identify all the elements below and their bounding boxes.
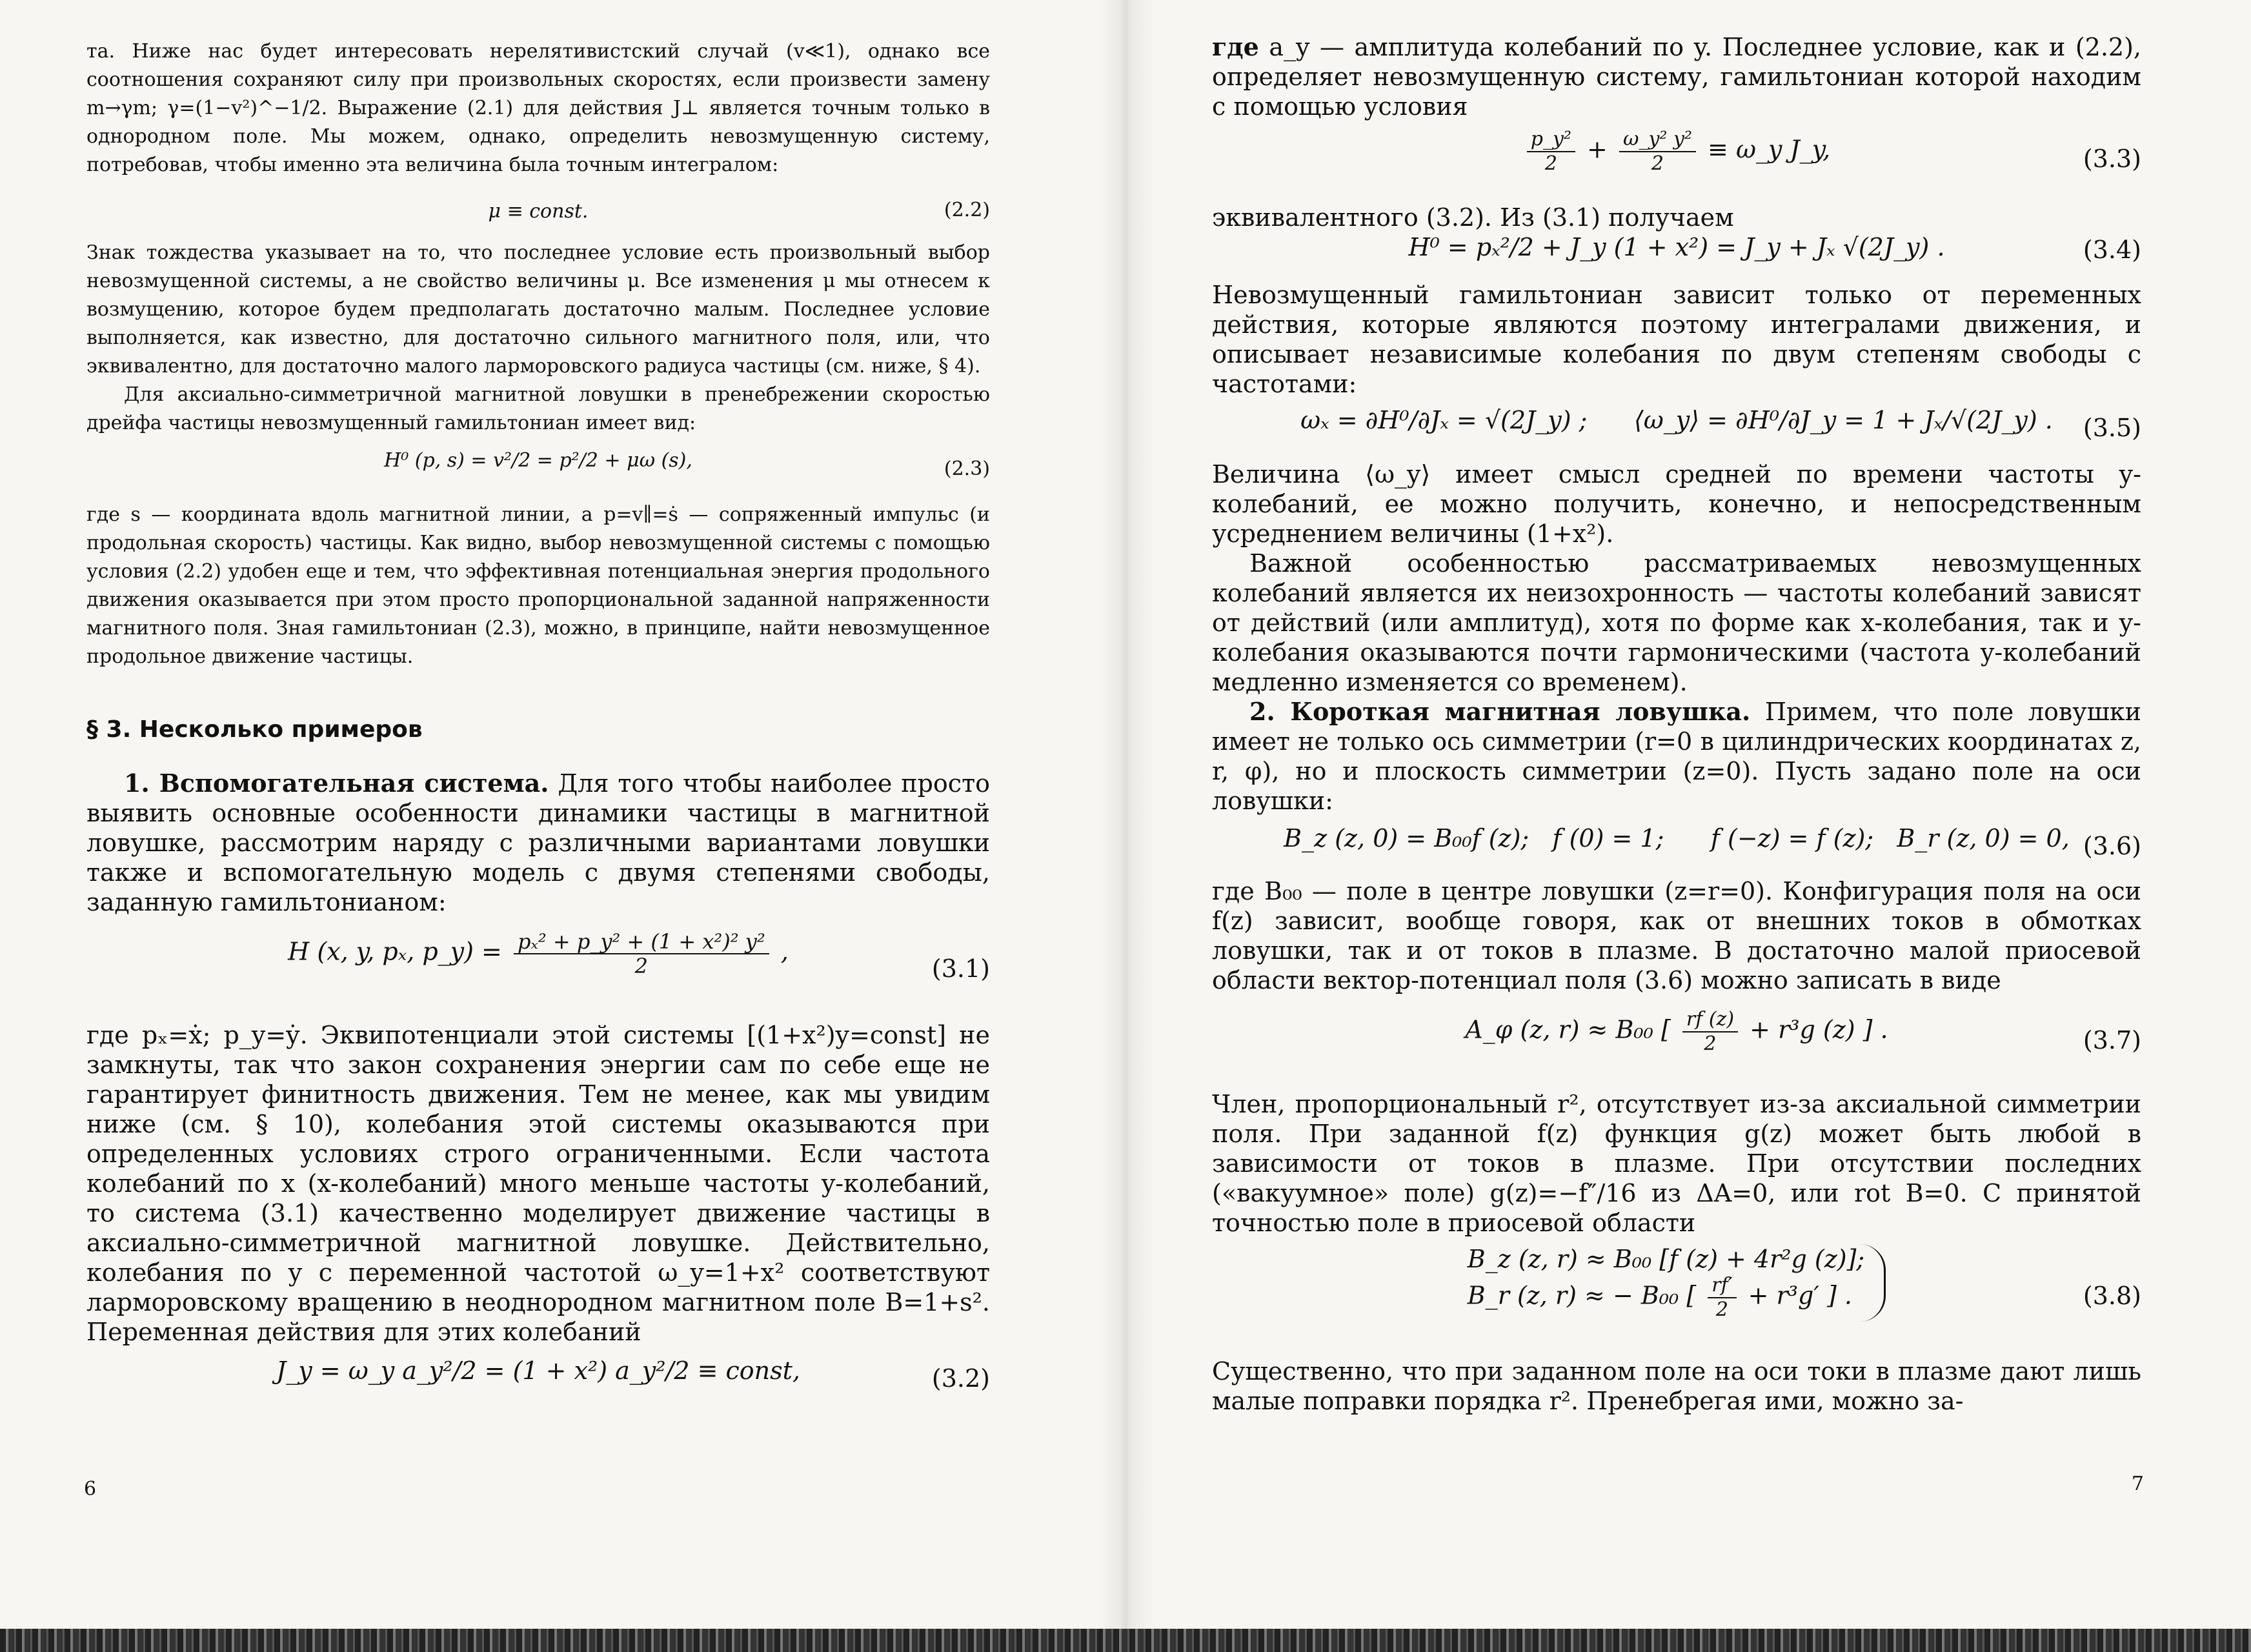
- fraction: [1708, 1274, 1736, 1322]
- paragraph-title: 1. Вспомогательная система.: [124, 769, 549, 798]
- fraction: [514, 930, 769, 978]
- equation-formula: J_y = ω_y a_y²/2 = (1 + x²) a_y²/2 ≡ const,: [276, 1356, 800, 1385]
- equation-formula: [288, 930, 789, 978]
- fraction-numerator: ω_y² y²: [1619, 128, 1696, 152]
- paragraph: где B₀₀ — поле в центре ловушки (z=r=0). Конфигурация поля на оси f(z) зависит, вообще говоря, как от внешних токов в обмотках ловушки, так и от токов в плазме. В достаточно малой приосевой области вектор-потенциал поля (3.6) можно записать в виде: [1212, 877, 2141, 994]
- equation-number: (3.7): [2083, 1026, 2141, 1054]
- paragraph-lead: где: [1212, 32, 1259, 61]
- equation-number: (2.2): [944, 199, 990, 221]
- paragraph: Знак тождества указывает на то, что последнее условие есть произвольный выбор невозмущенной системы, а не свойство величины μ. Все изменения μ мы отнесем к возмущению, которое будем предполагать достаточно малым. Последнее условие выполняется, как известно, для достаточно сильного магнитного поля, или, что эквивалентно, для достаточно малого ларморовского радиуса частицы (см. ниже, § 4).: [86, 241, 990, 378]
- paragraph-body: a_y — амплитуда колебаний по y. Последнее условие, как и (2.2), определяет невозмущенную систему, гамильтониан которой находим с помощью условия: [1212, 33, 2141, 121]
- equation-3-4: [1212, 232, 2141, 267]
- page-number: 6: [84, 1478, 97, 1500]
- paragraph: Важной особенностью рассматриваемых невозмущенных колебаний является их неизохронность — частоты колебаний зависят от действий (или амплитуд), хотя по форме как x-колебания, так и y-колебания оказываются почти гармоническими (частота y-колебаний медленно изменяется со временем).: [1212, 549, 2141, 696]
- paragraph-title: 2. Короткая магнитная ловушка.: [1249, 697, 1751, 726]
- equation-formula: B_z (z, 0) = B₀₀f (z); f (0) = 1; f (−z) = f (z); B_r (z, 0) = 0,: [1284, 824, 2070, 852]
- paragraph: [1212, 32, 2141, 121]
- equation-line: [1468, 1274, 1864, 1322]
- fraction-numerator: pₓ² + p_y² + (1 + x²)² y²: [514, 930, 769, 954]
- fraction: [1682, 1008, 1738, 1056]
- paragraph-body: Для того чтобы наиболее просто выявить основные особенности динамики частицы в магнитной ловушке, рассмотрим наряду с различными вариантами ловушки также и вспомогательную модель с двумя степенями свободы, заданную гамильтонианом:: [86, 769, 990, 916]
- paragraph: та. Ниже нас будет интересовать нерелятивистский случай (v≪1), однако все соотношения сохраняют силу при произвольных скоростях, если произвести замену m→γm; γ=(1−v²)^−1/2. Выражение (2.1) для действия J⊥ является точным только в однородном поле. Мы можем, однако, определить невозмущенную систему, потребовав, чтобы именно эта величина была точным интегралом:: [86, 40, 990, 176]
- equation-2-3: [86, 447, 990, 492]
- paragraph: Величина ⟨ω_y⟩ имеет смысл средней по времени частоты y-колебаний, ее можно получить, конечно, и непосредственным усреднением величины (1+x²).: [1212, 460, 2141, 548]
- fraction-denominator: 2: [1704, 1032, 1717, 1055]
- fraction: [1619, 128, 1696, 176]
- fraction-numerator: rf (z): [1682, 1008, 1738, 1032]
- equation-number: (3.2): [931, 1364, 990, 1393]
- equation-tail: ,: [780, 937, 789, 966]
- equation-formula: μ ≡ const.: [488, 200, 589, 223]
- fraction-denominator: 2: [634, 954, 648, 978]
- fraction-denominator: 2: [1715, 1298, 1728, 1321]
- equation-3-6: [1212, 823, 2141, 869]
- plus-sign: +: [1587, 135, 1608, 164]
- equation-number: (3.3): [2083, 145, 2141, 173]
- equation-3-3: [1212, 128, 2141, 190]
- section-heading: § 3. Несколько примеров: [86, 716, 423, 743]
- paragraph: Для аксиально-симметричной магнитной ловушки в пренебрежении скоростью дрейфа частицы невозмущенный гамильтониан имеет вид:: [86, 383, 990, 434]
- paragraph: где pₓ=ẋ; p_y=ẏ. Эквипотенциали этой системы [(1+x²)y=const] не замкнуты, так что закон сохранения энергии сам по себе еще не гарантирует финитность движения. Тем не менее, как мы увидим ниже (см. § 10), колебания этой системы оказываются при определенных условиях строго ограниченными. Если частота колебаний по x (x-колебаний) много меньше частоты y-колебаний, то система (3.1) качественно моделирует движение частицы в аксиально-симметричной магнитной ловушке. Действительно, колебания по y с переменной частотой ω_y=1+x² соответствуют ларморовскому вращению в неоднородном магнитном поле B=1+s². Переменная действия для этих колебаний: [86, 1021, 990, 1346]
- equation-formula: [1523, 128, 1830, 176]
- paragraph-body: Примем, что поле ловушки имеет не только ось симметрии (r=0 в цилиндрических координатах z, r, φ), но и плоскость симметрии (z=0). Пусть задано поле на оси ловушки:: [1212, 698, 2142, 815]
- equation-number: (3.4): [2083, 236, 2141, 264]
- paragraph: Член, пропорциональный r², отсутствует из-за аксиальной симметрии поля. При заданной f(z) функция g(z) может быть любой в зависимости от токов в плазме. При отсутствии последних («вакуумное» поле) g(z)=−f″/16 из ΔA=0, или rot B=0. С принятой точностью поле в приосевой области: [1212, 1090, 2141, 1237]
- equation-number: (2.3): [944, 458, 990, 480]
- equation-number: (3.8): [2083, 1282, 2141, 1310]
- equation-formula: ωₓ = ∂H⁰/∂Jₓ = √(2J_y) ; ⟨ω_y⟩ = ∂H⁰/∂J_y = 1 + Jₓ/√(2J_y) .: [1300, 406, 2053, 434]
- equation-number: (3.5): [2083, 414, 2141, 442]
- equation-number: (3.1): [931, 954, 990, 983]
- equation-formula: H⁰ = pₓ²/2 + J_y (1 + x²) = J_y + Jₓ √(2J_y) .: [1408, 233, 1945, 261]
- equation-3-5: [1212, 405, 2141, 450]
- paragraph: где s — координата вдоль магнитной линии, а p=v∥=ṡ — сопряженный импульс (и продольная скорость) частицы. Как видно, выбор невозмущенной системы с помощью условия (2.2) удобен еще и тем, что эффективная потенциальная энергия продольного движения оказывается при этом просто пропорциональной заданной напряженности магнитного поля. Зная гамильтониан (2.3), можно, в принципе, найти невозмущенное продольное движение частицы.: [86, 503, 990, 668]
- fraction-denominator: 2: [1651, 152, 1664, 175]
- equation-lhs: B_r (z, r) ≈ − B₀₀ [: [1467, 1281, 1697, 1310]
- equation-tail: + r³g′ ] .: [1748, 1281, 1852, 1310]
- equation-number: (3.6): [2083, 832, 2141, 860]
- fraction-numerator: p_y²: [1527, 128, 1575, 152]
- equation-lhs: H (x, y, pₓ, p_y) =: [288, 937, 502, 966]
- equation-line: B_z (z, r) ≈ B₀₀ [f (z) + 4r²g (z)];: [1467, 1245, 1865, 1273]
- equation-3-2: [86, 1356, 990, 1401]
- equation-formula: [1465, 1008, 1888, 1056]
- equation-3-1: [86, 930, 990, 1007]
- equation-tail: ≡ ω_y J_y,: [1708, 135, 1831, 164]
- equation-3-7: [1212, 1008, 2141, 1073]
- equation-2-2: [86, 191, 990, 230]
- right-text-column: [1212, 32, 2141, 1416]
- paragraph: эквивалентного (3.2). Из (3.1) получаем: [1212, 203, 1734, 232]
- paragraph: Существенно, что при заданном поле на оси токи в плазме дают лишь малые поправки порядка r². Пренебрегая ими, можно за-: [1212, 1357, 2141, 1415]
- paragraph: Невозмущенный гамильтониан зависит только от переменных действия, которые являются поэтому интегралами движения, и описывает независимые колебания по двум степеням свободы с частотами:: [1212, 281, 2141, 398]
- book-gutter: [1097, 0, 1154, 1652]
- equation-tail: + r³g (z) ] .: [1750, 1015, 1888, 1044]
- left-text-column: [86, 37, 990, 1410]
- equation-3-8: [1212, 1244, 2141, 1347]
- scan-edge: [0, 1629, 2251, 1652]
- fraction-denominator: 2: [1544, 152, 1557, 175]
- paragraph: [1212, 697, 2141, 816]
- right-page: [1126, 0, 2251, 1652]
- paragraph: [86, 769, 990, 917]
- equation-lhs: A_φ (z, r) ≈ B₀₀ [: [1465, 1015, 1671, 1044]
- equation-system: [1468, 1244, 1886, 1322]
- page-number: 7: [2131, 1473, 2144, 1495]
- equation-formula: H⁰ (p, s) = v²/2 = p²/2 + μω (s),: [384, 449, 692, 472]
- fraction: [1527, 128, 1575, 176]
- fraction-numerator: rf′: [1708, 1274, 1736, 1298]
